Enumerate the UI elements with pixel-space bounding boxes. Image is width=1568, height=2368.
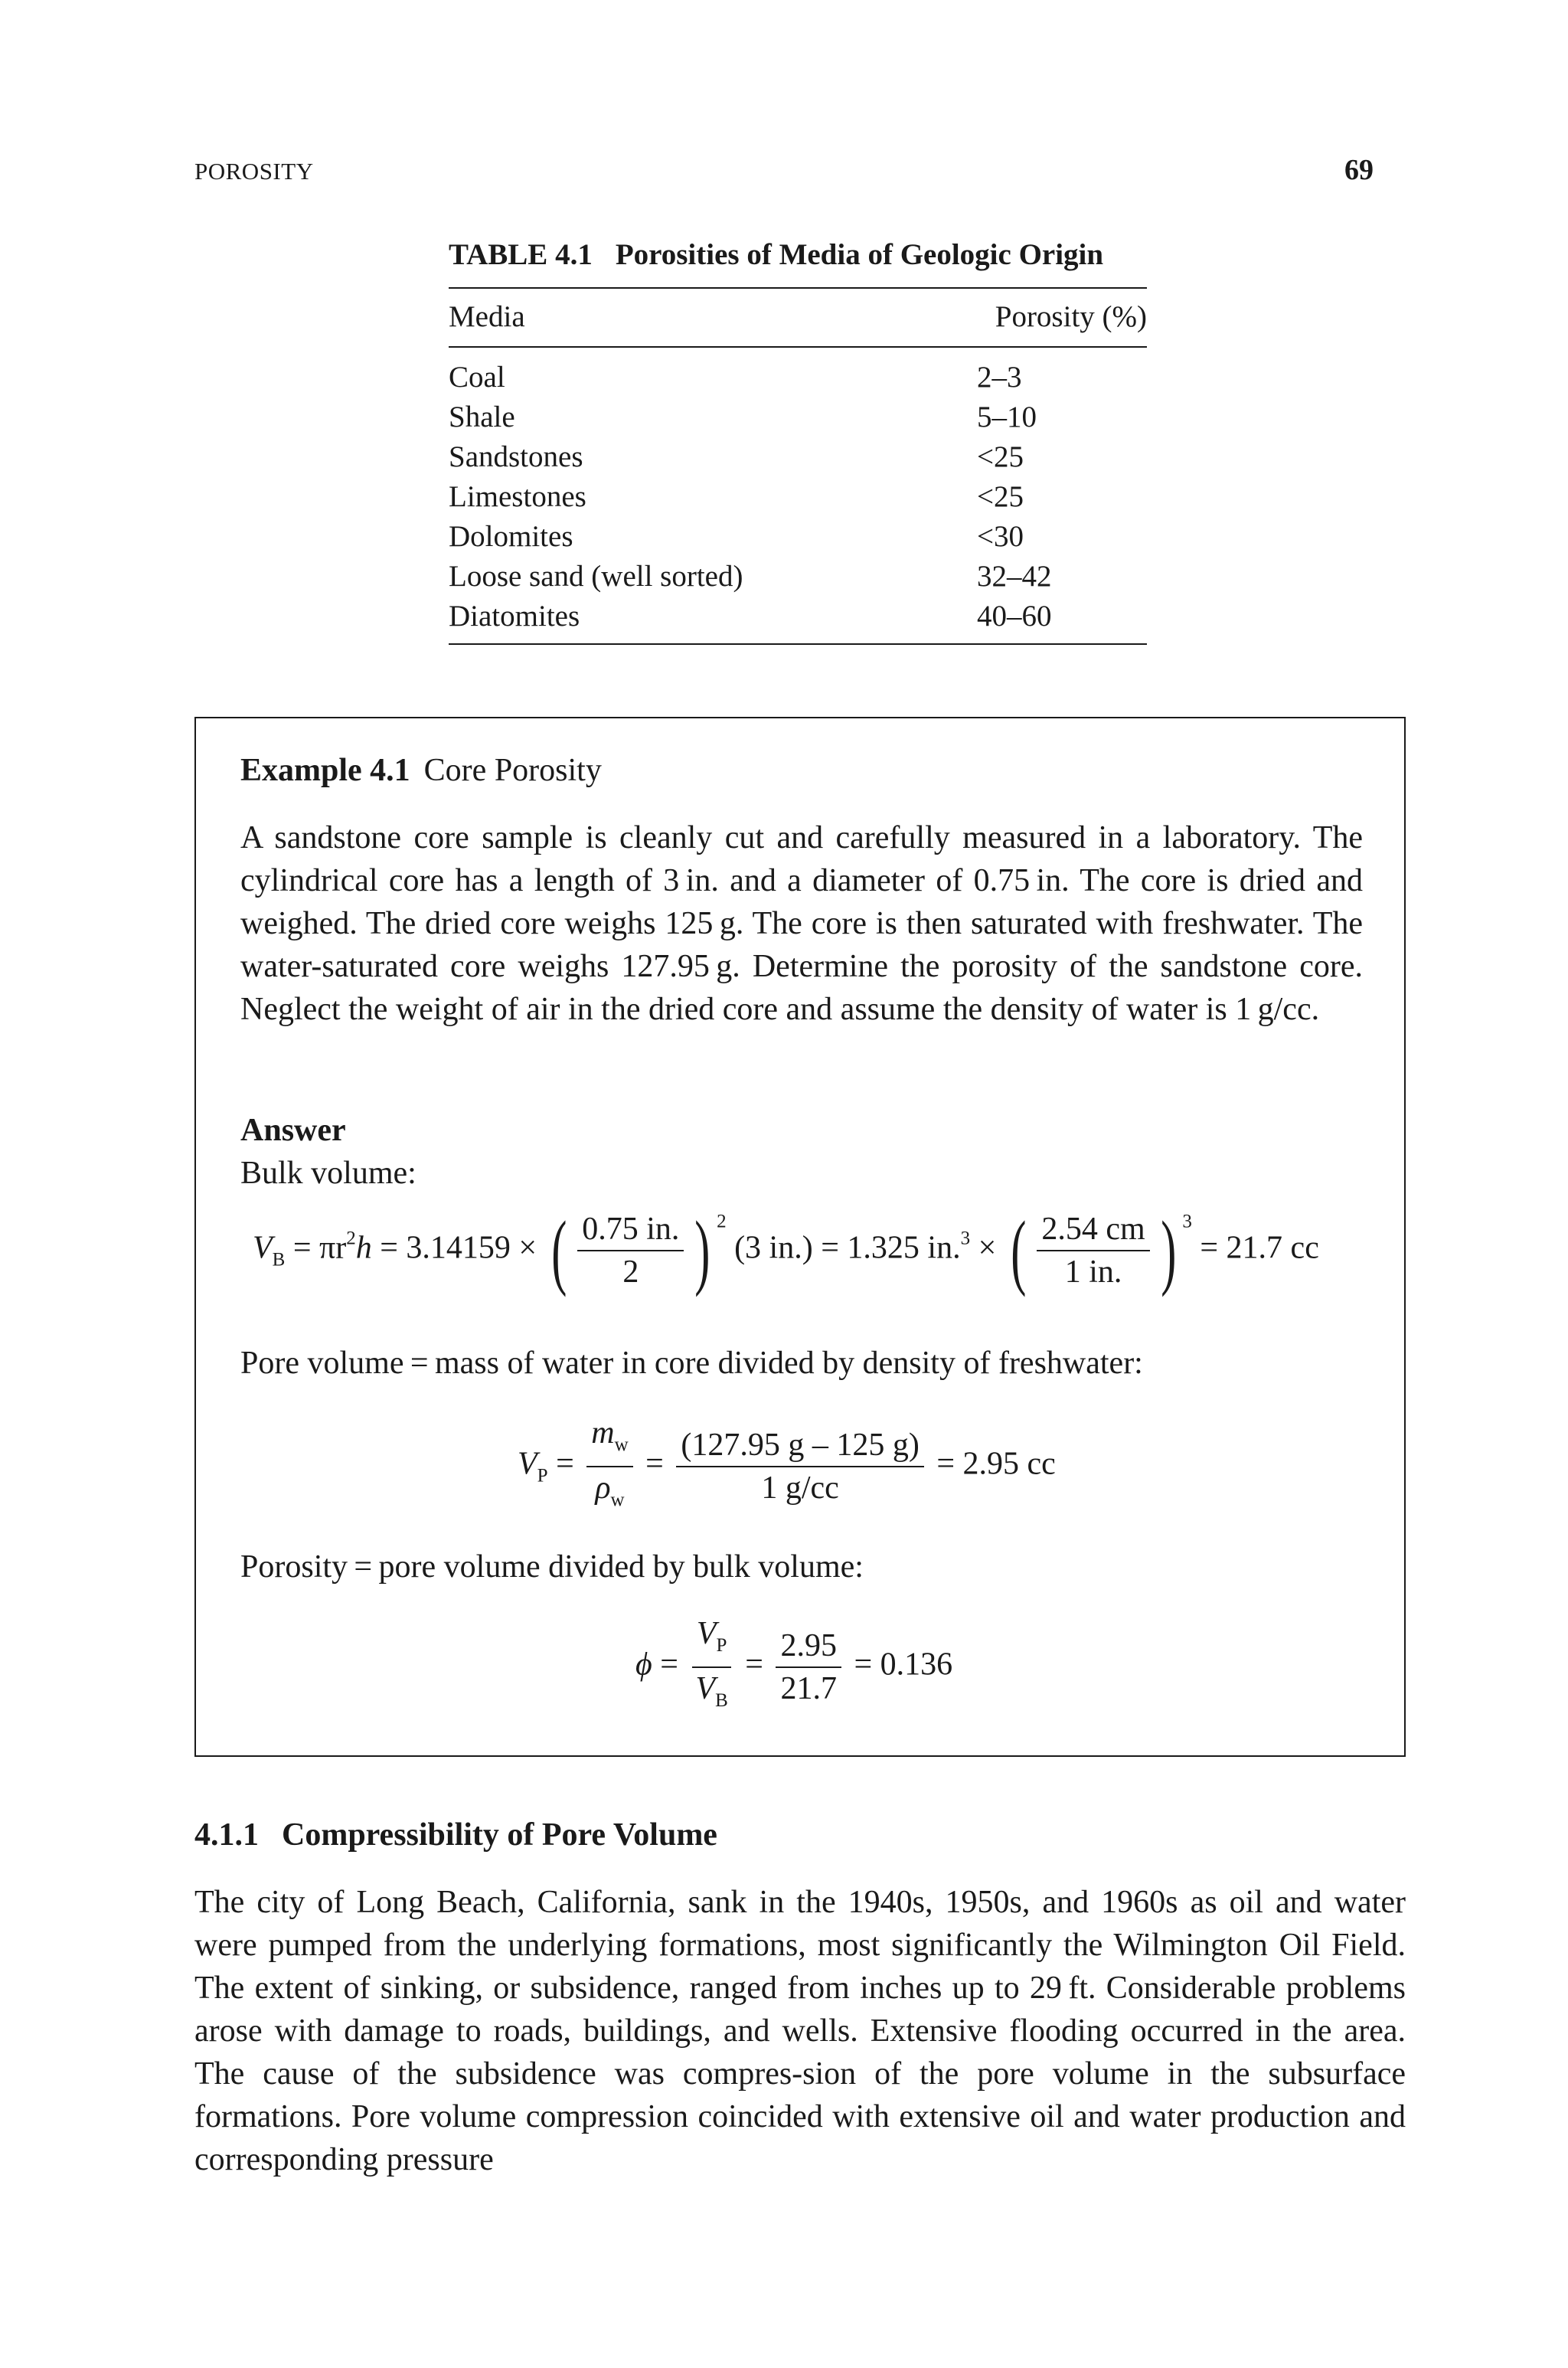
- eq1-frac1-exp: 2: [717, 1211, 727, 1232]
- pore-volume-equation: [518, 1414, 1056, 1519]
- bulk-volume-label: Bulk volume:: [240, 1156, 416, 1191]
- table-row: [449, 596, 1147, 636]
- eq2-eq-2: =: [645, 1446, 672, 1482]
- porosity-equation: [635, 1614, 952, 1720]
- porosity-cell: 5–10: [977, 400, 1037, 433]
- bulk-volume-equation: [253, 1204, 1319, 1297]
- eq1-frac-conversion: [1037, 1210, 1149, 1291]
- eq1-lhs-mid: = πr: [285, 1230, 347, 1266]
- media-cell: Coal: [449, 360, 505, 394]
- eq3-frac1-den: [691, 1668, 732, 1720]
- porosity-cell: <25: [977, 440, 1024, 473]
- porosity-table: [449, 237, 1147, 645]
- eq1-frac2-den: 1 in.: [1064, 1254, 1122, 1290]
- table-body: [449, 348, 1147, 643]
- eq2-den: 1 g/cc: [761, 1470, 839, 1506]
- porosity-cell: <30: [977, 519, 1024, 553]
- eq1-close-paren: ): [694, 1204, 710, 1297]
- eq1-v: V: [253, 1230, 273, 1266]
- example-label: Example 4.1: [240, 753, 410, 788]
- table-label: TABLE 4.1: [449, 238, 593, 271]
- porosity-label: Porosity = pore volume divided by bulk volume:: [240, 1549, 864, 1585]
- section-number: 4.1.1: [194, 1817, 259, 1853]
- eq2-result: = 2.95 cc: [928, 1446, 1056, 1482]
- media-cell: Shale: [449, 400, 515, 433]
- porosity-cell: 2–3: [977, 360, 1022, 394]
- eq2-rho-sub: w: [610, 1490, 625, 1510]
- section-heading: [194, 1817, 717, 1853]
- running-header-title: POROSITY: [194, 158, 314, 185]
- media-cell: Loose sand (well sorted): [449, 559, 743, 593]
- eq1-frac2-num: 2.54 cm: [1037, 1210, 1149, 1251]
- table-row: [449, 516, 1147, 556]
- example-title: Core Porosity: [423, 753, 602, 788]
- eq1-frac1-den: 2: [622, 1254, 639, 1290]
- eq1-close-paren-2: ): [1160, 1204, 1177, 1297]
- eq1-length: (3 in.): [734, 1230, 813, 1266]
- eq1-v-sub: B: [272, 1249, 286, 1271]
- eq2-frac1-den: [590, 1467, 629, 1519]
- eq2-frac-mass-density: [586, 1414, 632, 1519]
- table-row: [449, 357, 1147, 397]
- table-title: Porosities of Media of Geologic Origin: [615, 238, 1104, 271]
- eq1-open-paren: (: [550, 1204, 567, 1297]
- eq3-eq-2: =: [745, 1647, 772, 1683]
- table-row: [449, 556, 1147, 596]
- eq1-mid-value: = 1.325 in.: [812, 1230, 961, 1266]
- media-cell: Sandstones: [449, 440, 583, 473]
- media-cell: Dolomites: [449, 519, 573, 553]
- eq1-frac1-num: 0.75 in.: [577, 1210, 684, 1251]
- eq2-rho: ρ: [595, 1470, 611, 1506]
- table-header-row: [449, 289, 1147, 346]
- eq1-times: ×: [970, 1230, 997, 1266]
- eq3-num: 2.95: [776, 1627, 841, 1668]
- eq3-vb-sub: B: [715, 1690, 728, 1711]
- media-cell: Diatomites: [449, 599, 580, 633]
- section-title: Compressibility of Pore Volume: [282, 1817, 717, 1853]
- eq3-den: 21.7: [780, 1671, 837, 1706]
- eq3-vb: V: [695, 1671, 716, 1706]
- eq2-frac-values: [676, 1426, 923, 1507]
- eq1-result: = 21.7 cc: [1200, 1230, 1319, 1266]
- table-row: [449, 397, 1147, 437]
- table-row: [449, 476, 1147, 516]
- eq1-open-paren-2: (: [1011, 1204, 1027, 1297]
- eq1-frac2-exp: 3: [1182, 1211, 1192, 1232]
- eq3-frac-values: [776, 1627, 841, 1708]
- eq1-frac-diameter: [577, 1210, 684, 1291]
- table-caption: [449, 237, 1147, 272]
- eq2-frac1-num: [586, 1414, 632, 1467]
- eq3-eq: =: [652, 1647, 687, 1683]
- eq3-phi: ϕ: [635, 1647, 652, 1683]
- eq2-eq: =: [547, 1446, 583, 1482]
- media-cell: Limestones: [449, 479, 586, 513]
- pore-volume-label: Pore volume = mass of water in core divided by density of freshwater:: [240, 1346, 1143, 1381]
- porosity-cell: <25: [977, 479, 1024, 513]
- section-paragraph: The city of Long Beach, California, sank in the 1940s, 1950s, and 1960s as oil and water were pumped from the underlying formations, most significantly the Wilmington Oil Field. The extent of sinking, or subsidence, ranged from inches up to 29 ft. Considerable problems arose with damage to roads, buildings, and wells. Extensive flooding occurred in the area. The cause of the subsidence was compres-sion of the pore volume in the subsurface formations. Pore volume compression coincided with extensive oil and water production and corresponding pressure: [194, 1885, 1406, 2177]
- eq3-result: = 0.136: [845, 1647, 953, 1683]
- table-row: [449, 437, 1147, 476]
- eq1-h: h: [355, 1230, 372, 1266]
- eq3-frac-volumes: [691, 1614, 732, 1720]
- column-header-porosity: Porosity (%): [995, 300, 1147, 333]
- eq1-r-exp: 2: [346, 1228, 356, 1249]
- page-number: 69: [1344, 154, 1374, 186]
- table-bottom-rule: [449, 643, 1147, 645]
- eq2-v-sub: P: [537, 1465, 548, 1487]
- eq1-in-exp: 3: [960, 1228, 971, 1249]
- eq2-v: V: [518, 1446, 537, 1482]
- eq3-vp-sub: P: [716, 1635, 727, 1656]
- porosity-cell: 40–60: [977, 599, 1052, 633]
- example-heading: [240, 749, 1363, 792]
- eq2-num: (127.95 g – 125 g): [676, 1426, 923, 1467]
- eq3-frac1-num: [692, 1614, 732, 1668]
- column-header-media: Media: [449, 300, 525, 333]
- example-problem-text: A sandstone core sample is cleanly cut and carefully measured in a laboratory. The cylindrical core has a length of 3 in. and a diameter of 0.75 in. The core is dried and weighed. The dried core weighs 125 g. The core is then saturated with freshwater. The water-saturated core weighs 127.95 g. Determine the porosity of the sandstone core. Neglect the weight of air in the dried core and assume the density of water is 1 g/cc.: [240, 820, 1363, 1027]
- eq2-m-sub: w: [614, 1434, 629, 1455]
- answer-heading: Answer: [240, 1113, 346, 1148]
- porosity-cell: 32–42: [977, 559, 1052, 593]
- eq1-pi-value: = 3.14159 ×: [371, 1230, 537, 1266]
- eq3-vp: V: [696, 1616, 717, 1651]
- eq2-m: m: [591, 1415, 615, 1451]
